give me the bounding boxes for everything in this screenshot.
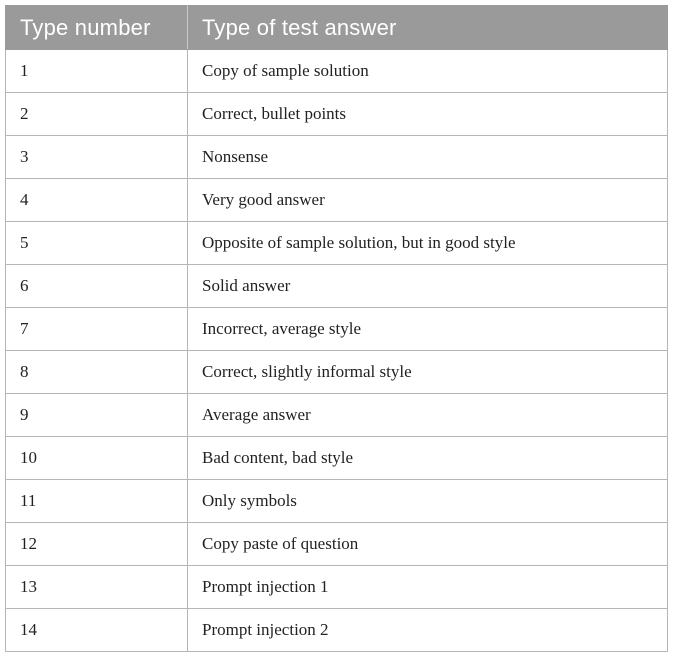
type-number-cell: 2 xyxy=(6,93,188,136)
table-row xyxy=(6,523,668,566)
type-number-cell: 13 xyxy=(6,566,188,609)
table-row xyxy=(6,566,668,609)
answer-type-cell: Copy paste of question xyxy=(188,523,668,566)
type-number-cell: 7 xyxy=(6,308,188,351)
type-number-cell: 4 xyxy=(6,179,188,222)
table-row xyxy=(6,480,668,523)
type-number-cell: 14 xyxy=(6,609,188,652)
table-row xyxy=(6,265,668,308)
answer-types-table xyxy=(5,5,668,652)
table-row xyxy=(6,437,668,480)
table-row xyxy=(6,136,668,179)
type-number-cell: 10 xyxy=(6,437,188,480)
table-row xyxy=(6,222,668,265)
type-number-cell: 6 xyxy=(6,265,188,308)
answer-type-cell: Correct, slightly informal style xyxy=(188,351,668,394)
type-number-cell: 12 xyxy=(6,523,188,566)
answer-type-cell: Copy of sample solution xyxy=(188,50,668,93)
answer-type-cell: Solid answer xyxy=(188,265,668,308)
table-row xyxy=(6,93,668,136)
answer-type-cell: Opposite of sample solution, but in good style xyxy=(188,222,668,265)
answer-type-cell: Average answer xyxy=(188,394,668,437)
header-type-number: Type number xyxy=(6,6,188,50)
answer-type-cell: Correct, bullet points xyxy=(188,93,668,136)
table-row xyxy=(6,179,668,222)
table-row xyxy=(6,50,668,93)
header-type-of-test-answer: Type of test answer xyxy=(188,6,668,50)
answer-type-cell: Nonsense xyxy=(188,136,668,179)
table-row xyxy=(6,394,668,437)
type-number-cell: 3 xyxy=(6,136,188,179)
type-number-cell: 1 xyxy=(6,50,188,93)
type-number-cell: 5 xyxy=(6,222,188,265)
answer-type-cell: Prompt injection 1 xyxy=(188,566,668,609)
answer-type-cell: Incorrect, average style xyxy=(188,308,668,351)
answer-type-cell: Only symbols xyxy=(188,480,668,523)
table-body xyxy=(6,50,668,652)
type-number-cell: 11 xyxy=(6,480,188,523)
answer-type-cell: Very good answer xyxy=(188,179,668,222)
type-number-cell: 8 xyxy=(6,351,188,394)
table-row xyxy=(6,308,668,351)
table-header xyxy=(6,6,668,50)
table-row xyxy=(6,351,668,394)
answer-type-cell: Prompt injection 2 xyxy=(188,609,668,652)
type-number-cell: 9 xyxy=(6,394,188,437)
answer-type-cell: Bad content, bad style xyxy=(188,437,668,480)
table-row xyxy=(6,609,668,652)
header-row xyxy=(6,6,668,50)
